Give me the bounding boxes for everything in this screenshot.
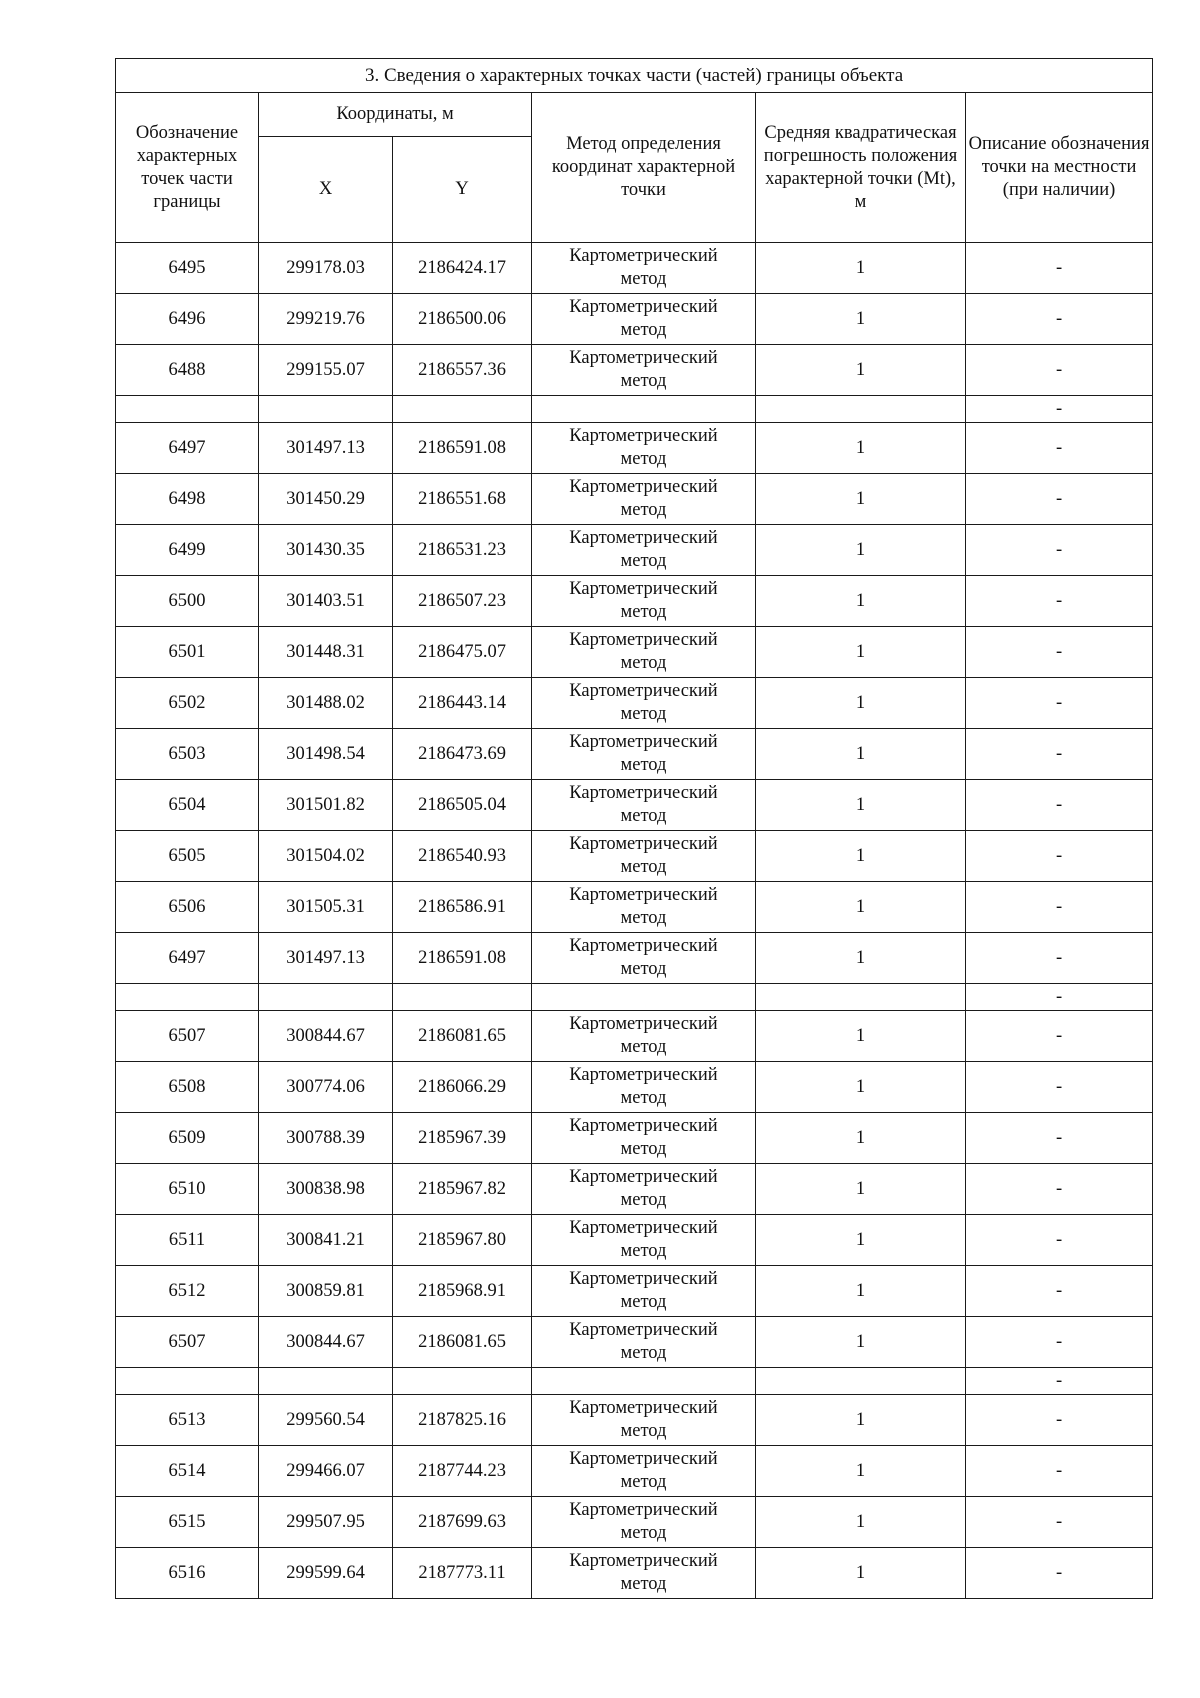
cell-point: 6516	[116, 1548, 259, 1599]
cell-method	[532, 627, 756, 678]
cell-error: 1	[756, 1215, 966, 1266]
cell-error: 1	[756, 678, 966, 729]
cell-description: -	[966, 1011, 1153, 1062]
table-row	[116, 1113, 1153, 1164]
cell-point: 6510	[116, 1164, 259, 1215]
cell-point: 6500	[116, 576, 259, 627]
cell-description: -	[966, 525, 1153, 576]
cell-point: 6508	[116, 1062, 259, 1113]
method-line-1: Картометрический	[569, 1500, 718, 1520]
cell-error: 1	[756, 1548, 966, 1599]
cell-description: -	[966, 1317, 1153, 1368]
method-line-1: Картометрический	[569, 1269, 718, 1289]
cell-method	[532, 933, 756, 984]
cell-description: -	[966, 396, 1153, 423]
cell-y: 2185967.39	[393, 1113, 532, 1164]
cell-error: 1	[756, 1317, 966, 1368]
cell-method	[532, 831, 756, 882]
table-row	[116, 1395, 1153, 1446]
method-line-1: Картометрический	[569, 1116, 718, 1136]
cell-y: 2186586.91	[393, 882, 532, 933]
table-body	[116, 243, 1153, 1599]
cell-method	[532, 729, 756, 780]
cell-point: 6497	[116, 423, 259, 474]
cell-y: 2186475.07	[393, 627, 532, 678]
cell-point: 6502	[116, 678, 259, 729]
table-row	[116, 1317, 1153, 1368]
cell-description: -	[966, 627, 1153, 678]
cell-x: 299560.54	[259, 1395, 393, 1446]
table-row	[116, 1164, 1153, 1215]
method-line-1: Картометрический	[569, 1320, 718, 1340]
empty-cell	[532, 1368, 756, 1395]
cell-x: 301498.54	[259, 729, 393, 780]
cell-error: 1	[756, 345, 966, 396]
method-line-2: метод	[620, 269, 667, 289]
cell-error: 1	[756, 576, 966, 627]
cell-description: -	[966, 1368, 1153, 1395]
method-line-2: метод	[620, 908, 667, 928]
method-line-2: метод	[620, 371, 667, 391]
cell-description: -	[966, 1497, 1153, 1548]
cell-method	[532, 678, 756, 729]
empty-cell	[756, 396, 966, 423]
method-line-1: Картометрический	[569, 348, 718, 368]
cell-y: 2186443.14	[393, 678, 532, 729]
cell-point: 6496	[116, 294, 259, 345]
cell-y: 2185967.82	[393, 1164, 532, 1215]
cell-x: 299466.07	[259, 1446, 393, 1497]
separator-row	[116, 396, 1153, 423]
empty-cell	[259, 1368, 393, 1395]
method-line-2: метод	[620, 1088, 667, 1108]
cell-point: 6515	[116, 1497, 259, 1548]
cell-point: 6511	[116, 1215, 259, 1266]
cell-error: 1	[756, 933, 966, 984]
method-line-1: Картометрический	[569, 834, 718, 854]
cell-error: 1	[756, 525, 966, 576]
table-row	[116, 1497, 1153, 1548]
cell-method	[532, 1317, 756, 1368]
method-line-2: метод	[620, 857, 667, 877]
cell-y: 2187825.16	[393, 1395, 532, 1446]
cell-error: 1	[756, 1164, 966, 1215]
cell-description: -	[966, 1446, 1153, 1497]
cell-x: 301488.02	[259, 678, 393, 729]
cell-description: -	[966, 1062, 1153, 1113]
method-line-2: метод	[620, 1292, 667, 1312]
empty-cell	[756, 984, 966, 1011]
cell-error: 1	[756, 831, 966, 882]
cell-point: 6507	[116, 1011, 259, 1062]
cell-description: -	[966, 933, 1153, 984]
empty-cell	[756, 1368, 966, 1395]
method-line-1: Картометрический	[569, 630, 718, 650]
cell-x: 301450.29	[259, 474, 393, 525]
cell-point: 6499	[116, 525, 259, 576]
empty-cell	[393, 984, 532, 1011]
cell-method	[532, 1548, 756, 1599]
header-point-designation: Обозначение характерных точек части границы	[116, 93, 259, 243]
cell-description: -	[966, 882, 1153, 933]
cell-y: 2186500.06	[393, 294, 532, 345]
table-row	[116, 1446, 1153, 1497]
cell-description: -	[966, 984, 1153, 1011]
cell-y: 2186424.17	[393, 243, 532, 294]
method-line-1: Картометрический	[569, 528, 718, 548]
cell-y: 2186066.29	[393, 1062, 532, 1113]
cell-y: 2185968.91	[393, 1266, 532, 1317]
cell-error: 1	[756, 243, 966, 294]
method-line-1: Картометрический	[569, 1449, 718, 1469]
cell-x: 300788.39	[259, 1113, 393, 1164]
method-line-1: Картометрический	[569, 1218, 718, 1238]
cell-point: 6513	[116, 1395, 259, 1446]
cell-error: 1	[756, 1395, 966, 1446]
cell-point: 6495	[116, 243, 259, 294]
cell-point: 6512	[116, 1266, 259, 1317]
table-row	[116, 576, 1153, 627]
method-line-2: метод	[620, 1472, 667, 1492]
cell-method	[532, 882, 756, 933]
method-line-2: метод	[620, 704, 667, 724]
cell-description: -	[966, 345, 1153, 396]
header-mean-error: Средняя квадратическая погрешность положения характерной точки (Mt), м	[756, 93, 966, 243]
table-row	[116, 1062, 1153, 1113]
method-line-2: метод	[620, 1574, 667, 1594]
empty-cell	[259, 396, 393, 423]
cell-x: 301403.51	[259, 576, 393, 627]
cell-error: 1	[756, 882, 966, 933]
method-line-1: Картометрический	[569, 297, 718, 317]
method-line-2: метод	[620, 755, 667, 775]
method-line-2: метод	[620, 1343, 667, 1363]
cell-x: 299219.76	[259, 294, 393, 345]
cell-y: 2186081.65	[393, 1011, 532, 1062]
cell-x: 300774.06	[259, 1062, 393, 1113]
cell-error: 1	[756, 627, 966, 678]
table-row	[116, 345, 1153, 396]
cell-x: 301505.31	[259, 882, 393, 933]
method-line-2: метод	[620, 1241, 667, 1261]
method-line-2: метод	[620, 1190, 667, 1210]
method-line-2: метод	[620, 1421, 667, 1441]
cell-description: -	[966, 294, 1153, 345]
empty-cell	[393, 396, 532, 423]
cell-error: 1	[756, 1011, 966, 1062]
cell-x: 300838.98	[259, 1164, 393, 1215]
cell-method	[532, 423, 756, 474]
cell-method	[532, 525, 756, 576]
cell-y: 2186531.23	[393, 525, 532, 576]
cell-description: -	[966, 831, 1153, 882]
header-description: Описание обозначения точки на местности (при наличии)	[966, 93, 1153, 243]
cell-point: 6497	[116, 933, 259, 984]
cell-y: 2186591.08	[393, 933, 532, 984]
empty-cell	[532, 984, 756, 1011]
cell-error: 1	[756, 729, 966, 780]
cell-x: 301497.13	[259, 423, 393, 474]
cell-x: 301497.13	[259, 933, 393, 984]
cell-point: 6504	[116, 780, 259, 831]
cell-y: 2187744.23	[393, 1446, 532, 1497]
cell-x: 301448.31	[259, 627, 393, 678]
method-line-2: метод	[620, 1037, 667, 1057]
cell-error: 1	[756, 423, 966, 474]
cell-description: -	[966, 243, 1153, 294]
method-line-1: Картометрический	[569, 1551, 718, 1571]
header-coordinates: Координаты, м	[259, 93, 532, 137]
method-line-1: Картометрический	[569, 1398, 718, 1418]
cell-method	[532, 294, 756, 345]
cell-error: 1	[756, 474, 966, 525]
table-row	[116, 243, 1153, 294]
method-line-1: Картометрический	[569, 732, 718, 752]
cell-method	[532, 1164, 756, 1215]
method-line-2: метод	[620, 449, 667, 469]
method-line-2: метод	[620, 959, 667, 979]
method-line-1: Картометрический	[569, 426, 718, 446]
cell-error: 1	[756, 1062, 966, 1113]
cell-method	[532, 345, 756, 396]
method-line-2: метод	[620, 653, 667, 673]
cell-y: 2186551.68	[393, 474, 532, 525]
cell-y: 2186473.69	[393, 729, 532, 780]
separator-row	[116, 984, 1153, 1011]
cell-x: 299178.03	[259, 243, 393, 294]
method-line-1: Картометрический	[569, 1167, 718, 1187]
header-y: Y	[393, 137, 532, 243]
table-row	[116, 1215, 1153, 1266]
table-row	[116, 729, 1153, 780]
cell-error: 1	[756, 1113, 966, 1164]
cell-method	[532, 1113, 756, 1164]
cell-method	[532, 1395, 756, 1446]
cell-y: 2186505.04	[393, 780, 532, 831]
cell-point: 6514	[116, 1446, 259, 1497]
cell-y: 2185967.80	[393, 1215, 532, 1266]
cell-y: 2186557.36	[393, 345, 532, 396]
table-row	[116, 423, 1153, 474]
cell-point: 6488	[116, 345, 259, 396]
cell-method	[532, 1062, 756, 1113]
table-row	[116, 678, 1153, 729]
method-line-1: Картометрический	[569, 885, 718, 905]
cell-x: 300844.67	[259, 1317, 393, 1368]
cell-error: 1	[756, 1266, 966, 1317]
cell-method	[532, 1446, 756, 1497]
cell-point: 6507	[116, 1317, 259, 1368]
empty-cell	[393, 1368, 532, 1395]
table-row	[116, 525, 1153, 576]
cell-error: 1	[756, 780, 966, 831]
cell-method	[532, 576, 756, 627]
table-row	[116, 1548, 1153, 1599]
cell-y: 2187773.11	[393, 1548, 532, 1599]
method-line-1: Картометрический	[569, 579, 718, 599]
cell-x: 300859.81	[259, 1266, 393, 1317]
table-row	[116, 1011, 1153, 1062]
cell-point: 6505	[116, 831, 259, 882]
cell-x: 300844.67	[259, 1011, 393, 1062]
table-row	[116, 780, 1153, 831]
method-line-2: метод	[620, 551, 667, 571]
cell-y: 2186081.65	[393, 1317, 532, 1368]
cell-y: 2186591.08	[393, 423, 532, 474]
empty-cell	[116, 396, 259, 423]
method-line-1: Картометрический	[569, 783, 718, 803]
cell-method	[532, 474, 756, 525]
cell-y: 2187699.63	[393, 1497, 532, 1548]
table-row	[116, 831, 1153, 882]
cell-x: 300841.21	[259, 1215, 393, 1266]
cell-description: -	[966, 1395, 1153, 1446]
cell-description: -	[966, 1164, 1153, 1215]
cell-description: -	[966, 423, 1153, 474]
method-line-2: метод	[620, 806, 667, 826]
cell-method	[532, 1266, 756, 1317]
method-line-1: Картометрический	[569, 681, 718, 701]
cell-error: 1	[756, 294, 966, 345]
table-title: 3. Сведения о характерных точках части (частей) границы объекта	[116, 59, 1153, 93]
method-line-1: Картометрический	[569, 1065, 718, 1085]
table-row	[116, 474, 1153, 525]
cell-description: -	[966, 1266, 1153, 1317]
cell-x: 301504.02	[259, 831, 393, 882]
cell-description: -	[966, 474, 1153, 525]
method-line-1: Картометрический	[569, 477, 718, 497]
method-line-1: Картометрический	[569, 246, 718, 266]
cell-description: -	[966, 1215, 1153, 1266]
empty-cell	[116, 984, 259, 1011]
method-line-2: метод	[620, 320, 667, 340]
cell-description: -	[966, 678, 1153, 729]
cell-x: 301501.82	[259, 780, 393, 831]
empty-cell	[532, 396, 756, 423]
cell-y: 2186540.93	[393, 831, 532, 882]
boundary-points-table	[115, 58, 1153, 1599]
table-row	[116, 933, 1153, 984]
table-row	[116, 294, 1153, 345]
cell-point: 6498	[116, 474, 259, 525]
cell-description: -	[966, 1113, 1153, 1164]
cell-point: 6503	[116, 729, 259, 780]
separator-row	[116, 1368, 1153, 1395]
method-line-2: метод	[620, 500, 667, 520]
cell-method	[532, 1497, 756, 1548]
cell-method	[532, 780, 756, 831]
cell-x: 299155.07	[259, 345, 393, 396]
cell-method	[532, 1215, 756, 1266]
table-row	[116, 882, 1153, 933]
header-x: X	[259, 137, 393, 243]
cell-method	[532, 1011, 756, 1062]
table-row	[116, 627, 1153, 678]
method-line-2: метод	[620, 1523, 667, 1543]
cell-y: 2186507.23	[393, 576, 532, 627]
method-line-2: метод	[620, 1139, 667, 1159]
cell-point: 6509	[116, 1113, 259, 1164]
method-line-1: Картометрический	[569, 1014, 718, 1034]
cell-description: -	[966, 1548, 1153, 1599]
empty-cell	[116, 1368, 259, 1395]
empty-cell	[259, 984, 393, 1011]
cell-error: 1	[756, 1497, 966, 1548]
cell-description: -	[966, 576, 1153, 627]
header-method: Метод определения координат характерной точки	[532, 93, 756, 243]
cell-x: 299507.95	[259, 1497, 393, 1548]
method-line-1: Картометрический	[569, 936, 718, 956]
cell-description: -	[966, 729, 1153, 780]
cell-x: 301430.35	[259, 525, 393, 576]
cell-method	[532, 243, 756, 294]
cell-error: 1	[756, 1446, 966, 1497]
method-line-2: метод	[620, 602, 667, 622]
cell-x: 299599.64	[259, 1548, 393, 1599]
cell-point: 6501	[116, 627, 259, 678]
table-row	[116, 1266, 1153, 1317]
cell-point: 6506	[116, 882, 259, 933]
cell-description: -	[966, 780, 1153, 831]
